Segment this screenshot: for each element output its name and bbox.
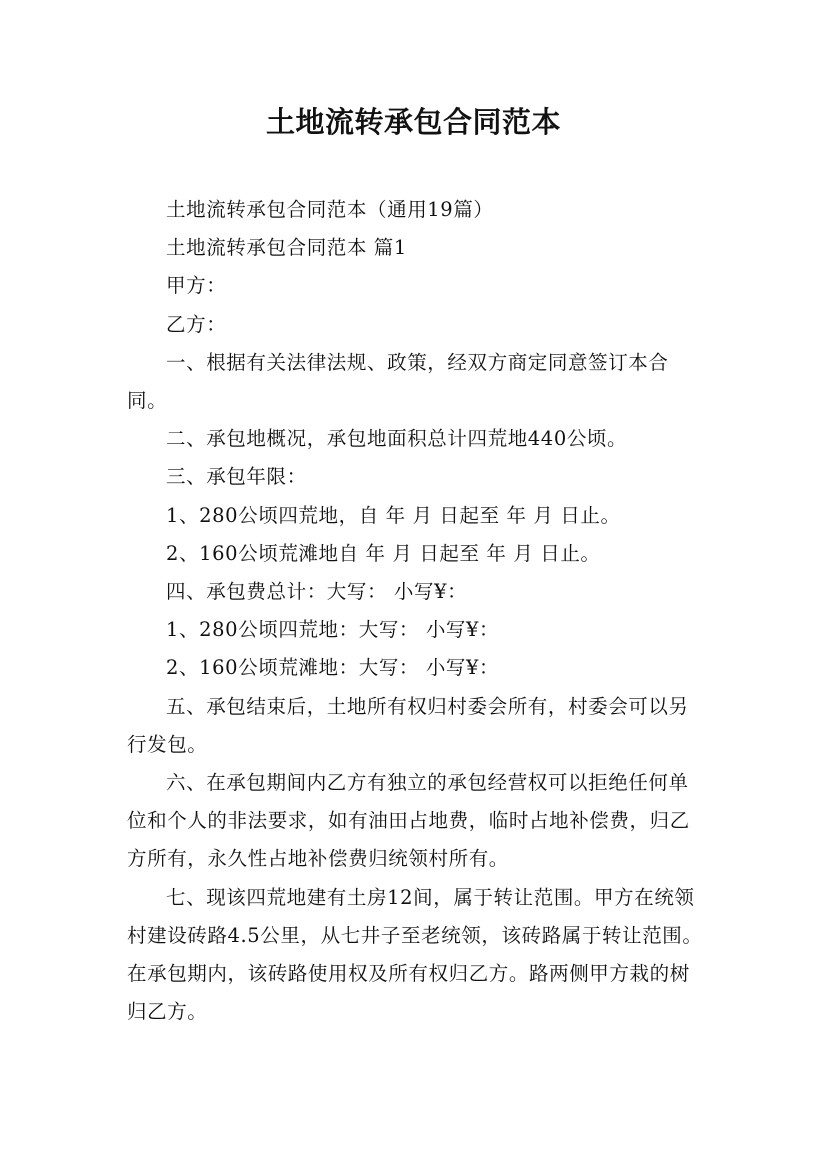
paragraph-section-heading: 土地流转承包合同范本 篇1 — [166, 236, 407, 260]
paragraph-clause-7: 七、现该四荒地建有土房12间，属于转让范围。甲方在统领村建设砖路4.5公里，从七井子至老统领，该砖路属于转让范围。在承包期内，该砖路使用权及所有权归乙方。路两侧甲方栽的树归乙方。 — [127, 885, 703, 1024]
paragraph-term-2: 2、160公顷荒滩地自 年 月 日起至 年 月 日止。 — [166, 541, 601, 565]
paragraph-party-b: 乙方： — [166, 312, 227, 336]
paragraph-fee-1: 1、280公顷四荒地：大写： 小写¥： — [166, 618, 500, 642]
paragraph-clause-5: 五、承包结束后，土地所有权归村委会所有，村委会可以另行发包。 — [127, 694, 689, 756]
paragraph-party-a: 甲方： — [166, 274, 227, 298]
paragraph-clause-2: 二、承包地概况，承包地面积总计四荒地440公顷。 — [166, 427, 628, 451]
paragraph-clause-6: 六、在承包期间内乙方有独立的承包经营权可以拒绝任何单位和个人的非法要求，如有油田占地费，临时占地补偿费，归乙方所有，永久性占地补偿费归统领村所有。 — [127, 771, 690, 871]
paragraph-subtitle: 土地流转承包合同范本（通用19篇） — [166, 198, 494, 221]
paragraph-clause-1: 一、根据有关法律法规、政策，经双方商定同意签订本合同。 — [127, 350, 669, 413]
paragraph-term-1: 1、280公顷四荒地，自 年 月 日起至 年 月 日止。 — [166, 503, 621, 527]
paragraph-fee-2: 2、160公顷荒滩地：大写： 小写¥： — [166, 656, 500, 680]
document-body — [127, 191, 705, 1031]
paragraph-clause-4: 四、承包费总计：大写： 小写¥： — [166, 580, 468, 604]
paragraph-clause-3: 三、承包年限： — [166, 465, 307, 489]
document-title: 土地流转承包合同范本 — [265, 105, 561, 139]
